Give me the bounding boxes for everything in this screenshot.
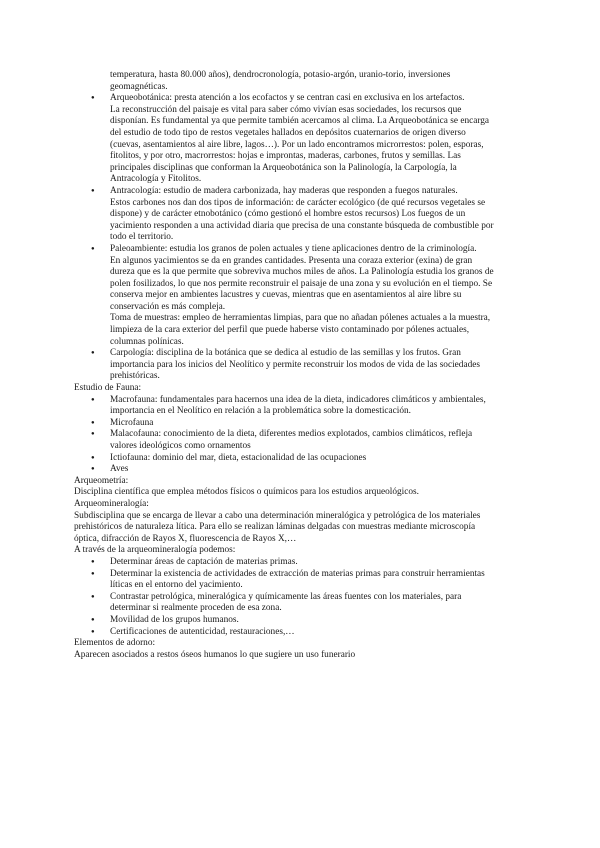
list-item-arqueobotanica bbox=[74, 93, 530, 186]
list-item-extraccion bbox=[74, 569, 530, 592]
text-line: determinar si realmente proceden de esa zona. bbox=[110, 603, 282, 614]
text-line: ● Paleoambiente: estudia los granos de polen actuales y tiene aplicaciones dentro de la criminología. bbox=[110, 243, 477, 254]
text-line: importancia en el Neolítico en relación a la problemática sobre la domesticación. bbox=[110, 406, 411, 417]
list-item-aves bbox=[74, 464, 530, 476]
text-line: valores ideológicos como ornamentos bbox=[110, 441, 251, 451]
list-item-malacofauna bbox=[74, 429, 530, 452]
adorno-heading: Elementos de adorno: bbox=[74, 638, 156, 649]
text-line: líticas en el entorno del yacimiento. bbox=[110, 580, 243, 591]
text-line: ● Movilidad de los grupos humanos. bbox=[110, 614, 239, 625]
text-line: ● Ictiofauna: dominio del mar, dieta, estacionalidad de las ocupaciones bbox=[110, 452, 367, 463]
text-line: disponían. Es fundamental ya que permite también acercamos al clima. La Arqueobotánica se encarga bbox=[110, 116, 490, 127]
list-item-contrastar bbox=[74, 592, 530, 615]
arqueometria-text: Disciplina científica que emplea métodos físicos o químicos para los estudios arqueológicos. bbox=[74, 487, 419, 498]
text-line: del estudio de todo tipo de restos vegetales hallados en depósitos cuaternarios de origen diverso bbox=[110, 127, 466, 138]
arqueomineralogia-text bbox=[74, 511, 530, 546]
mineral-list bbox=[74, 557, 530, 638]
list-item-macrofauna bbox=[74, 395, 530, 418]
text-line: Toma de muestras: empleo de herramientas limpias, para que no añadan pólenes actuales a la muestra, bbox=[110, 313, 491, 324]
list-item-certificaciones bbox=[74, 627, 530, 639]
text-line: ● Contrastar petrológica, mineralógica y químicamente las áreas fuentes con los materiales, para bbox=[110, 591, 462, 602]
text-line: ● Macrofauna: fundamentales para hacernos una idea de la dieta, indicadores climáticos y ambientales, bbox=[110, 394, 486, 405]
text-line: dureza que es la que permite que sobreviva muchos miles de años. La Palinología estudia los granos de bbox=[110, 267, 494, 278]
text-line: óptica, difracción de Rayos X, fluorescencia de Rayos X,… bbox=[74, 533, 297, 544]
text-line: limpieza de la cara exterior del perfil que puede haberse visto contaminado por pólenes actuales, bbox=[110, 325, 470, 336]
list-item-paleoambiente bbox=[74, 244, 530, 348]
text-line: ● Carpología: disciplina de la botánica que se dedica al estudio de las semillas y los frutos. Gran bbox=[110, 348, 461, 359]
text-line: geomagnéticas. bbox=[110, 81, 168, 92]
arqueomineralogia-heading: Arqueomineralogía: bbox=[74, 498, 149, 509]
text-line: prehistóricos de naturaleza lítica. Para ello se realizan láminas delgadas con muestras mediante microscopía bbox=[74, 522, 476, 533]
text-line: ● Arqueobotánica: presta atención a los ecofactos y se centran casi en exclusiva en los artefactos. bbox=[110, 93, 465, 104]
text-line: dispone) y de carácter etnobotánico (cómo gestionó el hombre estos recursos) Los fuegos de un bbox=[110, 209, 466, 220]
list-item-movilidad bbox=[74, 615, 530, 627]
arqueometria-heading: Arqueometría: bbox=[74, 475, 129, 486]
text-line: En algunos yacimientos se da en grandes cantidades. Presenta una coraza exterior (exina) de gran bbox=[110, 255, 473, 266]
text-line: importancia para los inicios del Neolítico y permite reconstruir los modos de vida de las sociedades bbox=[110, 359, 480, 370]
fauna-list bbox=[74, 395, 530, 476]
intro-continuation bbox=[74, 70, 530, 93]
text-line: La reconstrucción del paisaje es vital para saber cómo vivían esas sociedades, los recursos que bbox=[110, 104, 462, 115]
text-line: fitolitos, y por otro, macrorrestos: hojas e improntas, maderas, carbones, frutos y semillas. Las bbox=[110, 151, 461, 162]
text-line: Subdisciplina que se encarga de llevar a cabo una determinación mineralógica y petrológica de los materiales bbox=[74, 510, 481, 521]
list-item-antracologia bbox=[74, 186, 530, 244]
through-heading: A través de la arqueomineralogía podemos: bbox=[74, 545, 236, 556]
text-line: yacimiento responden a una actividad diaria que precisa de una constante búsqueda de combustible por bbox=[110, 220, 494, 231]
text-line: temperatura, hasta 80.000 años), dendrocronología, potasio-argón, uranio-torio, inversiones bbox=[110, 70, 451, 80]
text-line: conservación es más compleja. bbox=[110, 301, 226, 312]
text-line: ● Microfauna bbox=[110, 417, 154, 428]
text-line: ● Certificaciones de autenticidad, restauraciones,… bbox=[110, 626, 295, 637]
text-line: principales disciplinas que conforman la Arqueobotánica son la Palinología, la Carpología, la bbox=[110, 162, 457, 173]
text-line: columnas polínicas. bbox=[110, 336, 184, 347]
text-line: ● Antracología: estudio de madera carbonizada, hay maderas que responden a fuegos naturales. bbox=[110, 185, 458, 196]
adorno-text: Aparecen asociados a restos óseos humanos lo que sugiere un uso funerario bbox=[74, 649, 356, 660]
text-line: ● Malacofauna: conocimiento de la dieta, diferentes medios explotados, cambios climáticos, refleja bbox=[110, 429, 473, 440]
text-line: ● Determinar áreas de captación de materias primas. bbox=[110, 556, 298, 567]
list-item-ictiofauna bbox=[74, 453, 530, 465]
text-line: Estos carbones nos dan dos tipos de información: de carácter ecológico (de qué recursos vegetales se bbox=[110, 197, 486, 208]
list-item-microfauna bbox=[74, 418, 530, 430]
text-line: (cuevas, asentamientos al aire libre, lagos…). Por un lado encontramos microrrestos: polen, esporas, bbox=[110, 139, 484, 150]
fauna-heading: Estudio de Fauna: bbox=[74, 383, 142, 394]
list-item-areas bbox=[74, 557, 530, 569]
text-line: todo el territorio. bbox=[110, 232, 174, 243]
text-line: Antracología y Fitolitos. bbox=[110, 174, 202, 185]
text-line: ● Aves bbox=[110, 464, 129, 475]
arqueobotanica-list bbox=[74, 93, 530, 383]
text-line: conserva mejor en ambientes lacustres y cuevas, mientras que en asentamientos al aire libre su bbox=[110, 290, 462, 301]
text-line: ● Determinar la existencia de actividades de extracción de materias primas para construir herramientas bbox=[110, 568, 485, 579]
text-line: prehistóricas. bbox=[110, 371, 160, 382]
list-item-carpologia bbox=[74, 348, 530, 383]
text-line: polen fosilizados, lo que nos permite reconstruir el paisaje de una zona y su evolución en el tiempo. Se bbox=[110, 278, 493, 289]
